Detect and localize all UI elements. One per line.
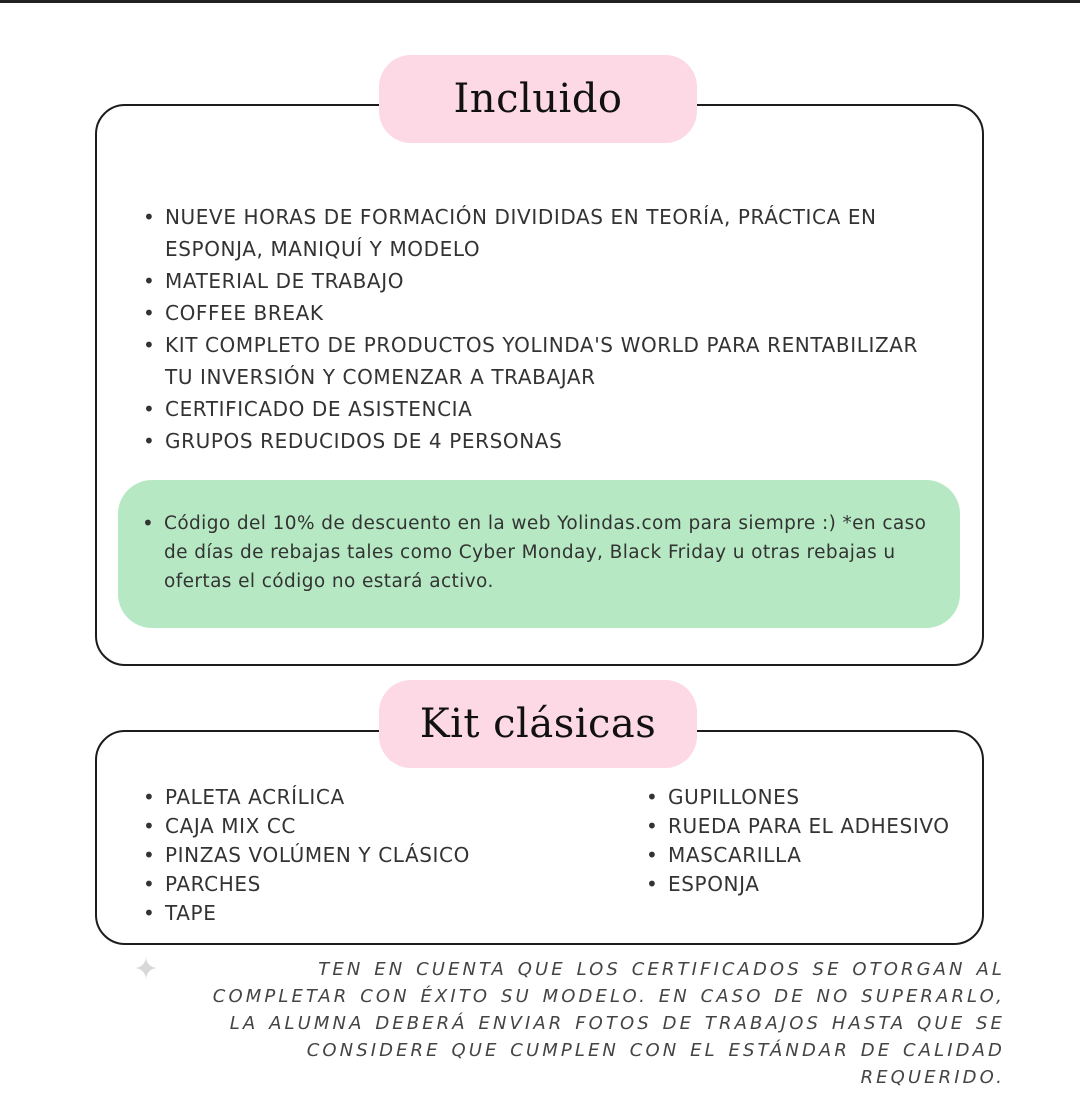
list-item: • MATERIAL DE TRABAJO xyxy=(143,265,953,297)
incluido-list xyxy=(143,201,953,457)
kit-list-left xyxy=(143,783,563,928)
kit-title: Kit clásicas xyxy=(379,680,697,768)
list-item: • CAJA MIX CC xyxy=(143,812,563,841)
list-item: • PALETA ACRÍLICA xyxy=(143,783,563,812)
promo-text: • Código del 10% de descuento en la web Yolindas.com para siempre :) *en caso de días de rebajas tales como Cyber Monday, Black Friday u otras rebajas u ofertas el código no estará activo. xyxy=(142,509,932,596)
list-item: • CERTIFICADO DE ASISTENCIA xyxy=(143,393,953,425)
sparkle-icon: ✦ xyxy=(133,952,159,987)
list-item: • ESPONJA xyxy=(646,870,966,899)
kit-list-right xyxy=(646,783,966,899)
promo-list xyxy=(142,509,932,596)
incluido-title: Incluido xyxy=(379,55,697,143)
list-item: • GUPILLONES xyxy=(646,783,966,812)
list-item: • PINZAS VOLÚMEN Y CLÁSICO xyxy=(143,841,563,870)
list-item: • NUEVE HORAS DE FORMACIÓN DIVIDIDAS EN TEORÍA, PRÁCTICA EN ESPONJA, MANIQUÍ Y MODELO xyxy=(143,201,953,265)
list-item: • COFFEE BREAK xyxy=(143,297,953,329)
list-item: • MASCARILLA xyxy=(646,841,966,870)
list-item: • KIT COMPLETO DE PRODUCTOS YOLINDA'S WORLD PARA RENTABILIZAR TU INVERSIÓN Y COMENZAR A TRABAJAR xyxy=(143,329,953,393)
top-divider xyxy=(0,0,1080,3)
list-item: • GRUPOS REDUCIDOS DE 4 PERSONAS xyxy=(143,425,953,457)
certificate-note: TEN EN CUENTA QUE LOS CERTIFICADOS SE OTORGAN AL COMPLETAR CON ÉXITO SU MODELO. EN CASO DE NO SUPERARLO, LA ALUMNA DEBERÁ ENVIAR FOTOS DE TRABAJOS HASTA QUE SE CONSIDERE QUE CUMPLEN CON EL ESTÁNDAR DE CALIDAD REQUERIDO. xyxy=(212,959,1005,1088)
list-item: • TAPE xyxy=(143,899,563,928)
list-item: • RUEDA PARA EL ADHESIVO xyxy=(646,812,966,841)
list-item: • PARCHES xyxy=(143,870,563,899)
